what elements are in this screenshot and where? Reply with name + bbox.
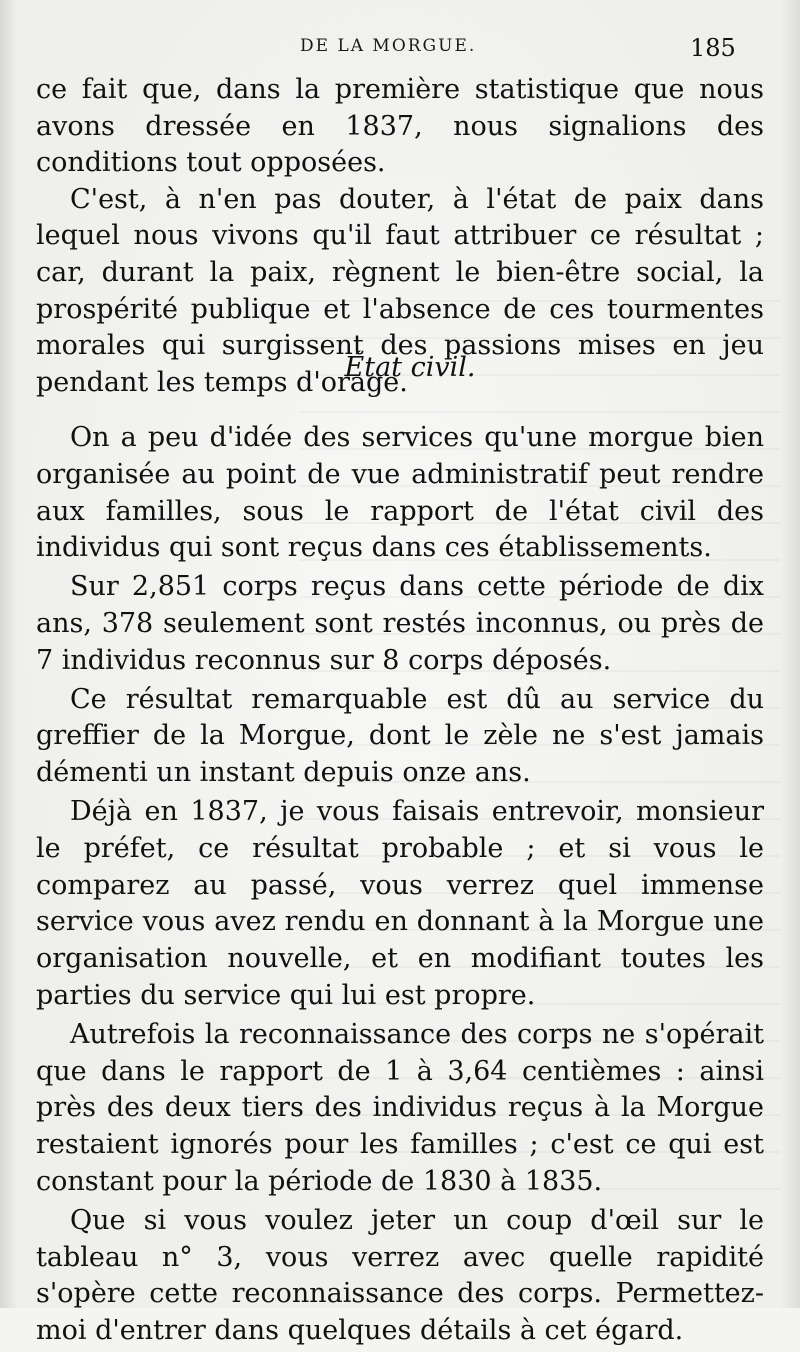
paragraph: Que si vous voulez jeter un coup d'œil sur le tableau n° 3, vous verrez avec quelle rapidité s'opère cette reconnaissance des corps. Permettez-moi d'entrer dans quelques détails à cet égard. — [36, 1204, 764, 1347]
paragraph: Déjà en 1837, je vous faisais entrevoir, monsieur le préfet, ce résultat probable ; et si vous le comparez au passé, vous verrez quel immense service vous avez rendu en donnant à la Morgue une organisation nouvelle, et en modifiant toutes les parties du service qui lui est propre. — [36, 795, 764, 1011]
page-number: 185 — [690, 34, 736, 62]
paragraph: Sur 2,851 corps reçus dans cette période de dix ans, 378 seulement sont restés inconnus, ou près de 7 individus reconnus sur 8 corps déposés. — [36, 571, 764, 676]
page-header — [0, 34, 800, 64]
paragraph: Ce résultat remarquable est dû au service du greffier de la Morgue, dont le zèle ne s'est jamais démenti un instant depuis onze ans. — [36, 683, 764, 789]
paragraph: C'est, à n'en pas douter, à l'état de paix dans lequel nous vivons qu'il faut attribuer ce résultat ; car, durant la paix, règnent le bien-être social, la prospérité publique et l'absence de ces tourmentes morales qui surgissent des passions mises en jeu pendant les temps d'orage. — [36, 183, 764, 398]
paragraph: On a peu d'idée des services qu'une morgue bien organisée au point de vue administratif peut rendre aux familles, sous le rapport de l'état civil des individus qui sont reçus dans ces établissements. — [36, 422, 764, 564]
section-heading — [0, 350, 800, 386]
paragraph: Autrefois la reconnaissance des corps ne s'opérait que dans le rapport de 1 à 3,64 centièmes : ainsi près des deux tiers des individus reçus à la Morgue restaient ignorés pour les familles ; c'est ce qui est constant pour la période de 1830 à 1835. — [36, 1018, 764, 1197]
running-head: DE LA MORGUE. — [300, 36, 477, 56]
section-title: État civil. — [344, 352, 476, 383]
body-text — [36, 420, 764, 1352]
paragraph: ce fait que, dans la première statistique que nous avons dressée en 1837, nous signalions des conditions tout opposées. — [36, 74, 764, 179]
